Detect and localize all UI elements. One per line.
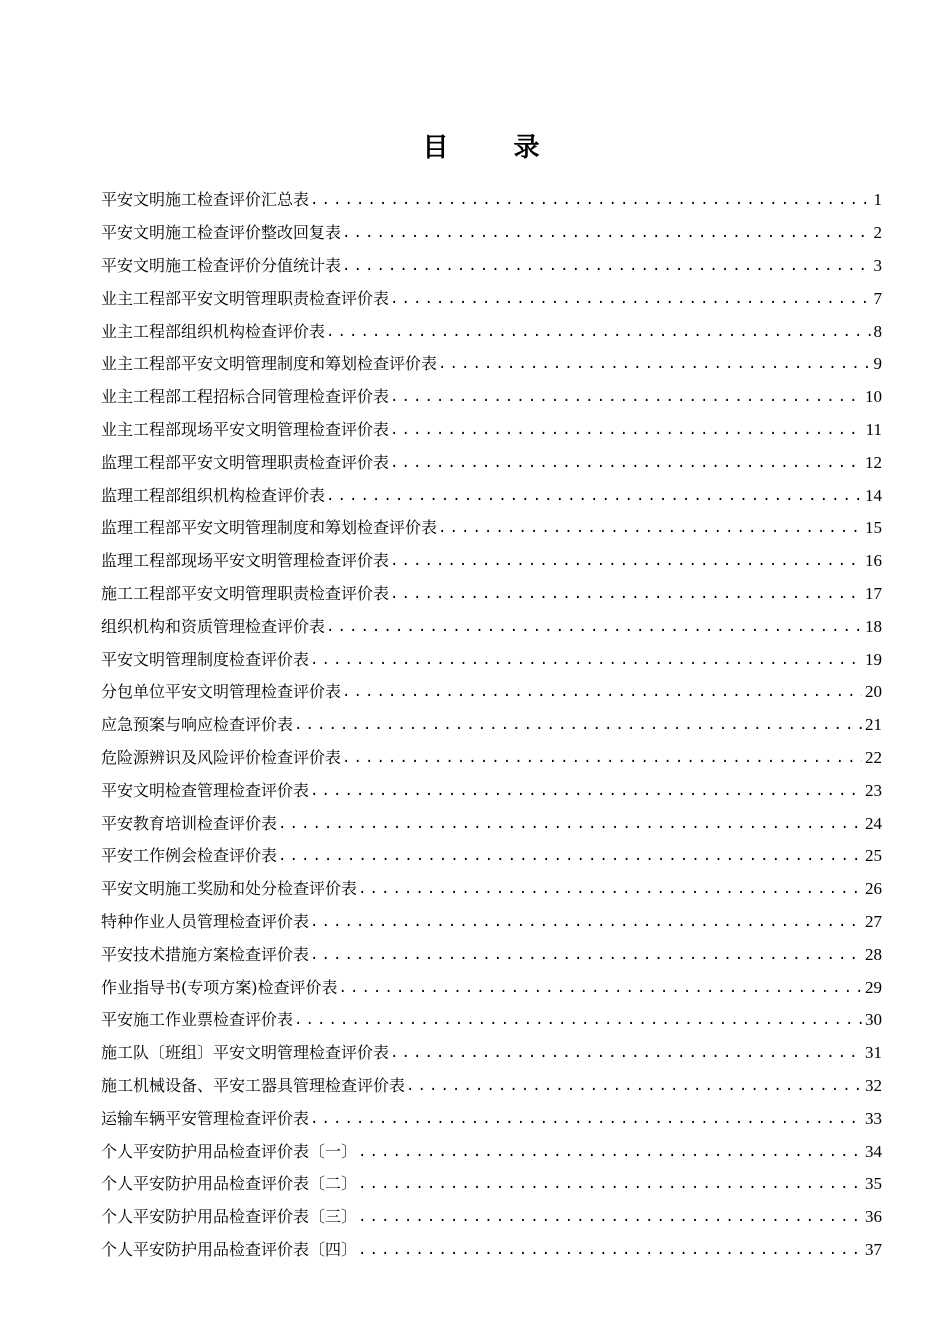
toc-entry-title: 监理工程部平安文明管理职责检查评价表 xyxy=(101,452,390,472)
toc-page-number: 7 xyxy=(873,288,882,308)
toc-dot-leader xyxy=(326,322,870,342)
toc-page-number: 3 xyxy=(873,255,882,275)
toc-dot-leader xyxy=(310,650,862,670)
toc-entry[interactable] xyxy=(101,938,882,971)
toc-page-number: 25 xyxy=(865,846,882,866)
toc-page-number: 10 xyxy=(865,387,882,407)
toc-dot-leader xyxy=(342,748,862,768)
toc-dot-leader xyxy=(342,223,870,243)
toc-dot-leader xyxy=(390,289,870,309)
toc-dot-leader xyxy=(358,879,862,899)
toc-dot-leader xyxy=(390,584,862,604)
toc-page-number: 1 xyxy=(873,190,882,210)
toc-dot-leader xyxy=(310,190,870,210)
toc-entry[interactable] xyxy=(101,512,882,545)
toc-entry-title: 业主工程部平安文明管理制度和筹划检查评价表 xyxy=(101,354,438,374)
toc-dot-leader xyxy=(342,256,870,276)
toc-entry[interactable] xyxy=(101,873,882,906)
toc-page-number: 17 xyxy=(865,583,882,603)
toc-dot-leader xyxy=(342,682,862,702)
toc-entry[interactable] xyxy=(101,906,882,939)
toc-dot-leader xyxy=(310,945,862,965)
toc-entry[interactable] xyxy=(101,774,882,807)
toc-entry-title: 平安文明管理制度检查评价表 xyxy=(101,649,310,669)
toc-page-number: 31 xyxy=(865,1043,882,1063)
toc-entry-title: 个人平安防护用品检查评价表〔四〕 xyxy=(101,1239,358,1259)
toc-entry[interactable] xyxy=(101,971,882,1004)
toc-entry[interactable] xyxy=(101,1070,882,1103)
toc-entry-title: 平安文明施工奖励和处分检查评价表 xyxy=(101,879,358,899)
toc-dot-leader xyxy=(358,1142,862,1162)
toc-entry-title: 监理工程部现场平安文明管理检查评价表 xyxy=(101,551,390,571)
toc-page-number: 11 xyxy=(865,419,882,439)
toc-entry[interactable] xyxy=(101,282,882,315)
toc-entry-title: 业主工程部现场平安文明管理检查评价表 xyxy=(101,419,390,439)
toc-entry-title: 施工工程部平安文明管理职责检查评价表 xyxy=(101,583,390,603)
toc-dot-leader xyxy=(390,551,862,571)
toc-dot-leader xyxy=(294,1010,862,1030)
toc-entry[interactable] xyxy=(101,1102,882,1135)
toc-entry-title: 施工队〔班组〕平安文明管理检查评价表 xyxy=(101,1043,390,1063)
toc-page-number: 23 xyxy=(865,780,882,800)
toc-page-number: 33 xyxy=(865,1108,882,1128)
toc-entry[interactable] xyxy=(101,1234,882,1267)
toc-entry-title: 个人平安防护用品检查评价表〔一〕 xyxy=(101,1141,358,1161)
toc-entry-title: 监理工程部组织机构检查评价表 xyxy=(101,485,326,505)
toc-dot-leader xyxy=(310,1109,862,1129)
toc-page-number: 9 xyxy=(873,354,882,374)
toc-page-number: 24 xyxy=(865,813,882,833)
toc-page-number: 18 xyxy=(865,616,882,636)
toc-entry[interactable] xyxy=(101,545,882,578)
toc-entry[interactable] xyxy=(101,1168,882,1201)
toc-dot-leader xyxy=(310,912,862,932)
toc-page-number: 28 xyxy=(865,944,882,964)
toc-entry-title: 平安文明检查管理检查评价表 xyxy=(101,780,310,800)
toc-page-number: 27 xyxy=(865,911,882,931)
toc-entry-title: 平安施工作业票检查评价表 xyxy=(101,1010,294,1030)
toc-page-number: 2 xyxy=(873,223,882,243)
toc-entry-title: 平安技术措施方案检查评价表 xyxy=(101,944,310,964)
toc-entry[interactable] xyxy=(101,643,882,676)
toc-dot-leader xyxy=(358,1174,862,1194)
toc-dot-leader xyxy=(390,453,862,473)
toc-entry-title: 个人平安防护用品检查评价表〔二〕 xyxy=(101,1174,358,1194)
toc-page-number: 29 xyxy=(865,977,882,997)
toc-entry[interactable] xyxy=(101,315,882,348)
toc-dot-leader xyxy=(326,486,862,506)
toc-entry[interactable] xyxy=(101,479,882,512)
toc-page-number: 12 xyxy=(865,452,882,472)
toc-entry-title: 平安教育培训检查评价表 xyxy=(101,813,278,833)
toc-page-number: 26 xyxy=(865,879,882,899)
toc-entry[interactable] xyxy=(101,184,882,217)
toc-entry-title: 业主工程部平安文明管理职责检查评价表 xyxy=(101,288,390,308)
toc-page-number: 14 xyxy=(865,485,882,505)
toc-entry[interactable] xyxy=(101,1004,882,1037)
toc-page-number: 22 xyxy=(865,747,882,767)
toc-page-number: 21 xyxy=(865,715,882,735)
toc-entry[interactable] xyxy=(101,414,882,447)
toc-dot-leader xyxy=(406,1076,862,1096)
toc-entry-title: 平安文明施工检查评价汇总表 xyxy=(101,190,310,210)
toc-entry-title: 监理工程部平安文明管理制度和筹划检查评价表 xyxy=(101,518,438,538)
toc-entry[interactable] xyxy=(101,1135,882,1168)
toc-entry-title: 平安文明施工检查评价分值统计表 xyxy=(101,255,342,275)
toc-dot-leader xyxy=(326,617,862,637)
toc-dot-leader xyxy=(390,387,862,407)
toc-entry-title: 分包单位平安文明管理检查评价表 xyxy=(101,682,342,702)
toc-entry[interactable] xyxy=(101,348,882,381)
toc-page-number: 30 xyxy=(865,1010,882,1030)
toc-entry[interactable] xyxy=(101,610,882,643)
toc-page-number: 15 xyxy=(865,518,882,538)
toc-entry-title: 危险源辨识及风险评价检查评价表 xyxy=(101,747,342,767)
toc-dot-leader xyxy=(339,978,863,998)
toc-page-number: 16 xyxy=(865,551,882,571)
toc-dot-leader xyxy=(278,814,862,834)
toc-entry[interactable] xyxy=(101,742,882,775)
toc-entry-title: 平安文明施工检查评价整改回复表 xyxy=(101,223,342,243)
toc-entry[interactable] xyxy=(101,1037,882,1070)
toc-dot-leader xyxy=(358,1240,862,1260)
toc-entry-title: 业主工程部工程招标合同管理检查评价表 xyxy=(101,387,390,407)
toc-page-number: 34 xyxy=(865,1141,882,1161)
table-of-contents xyxy=(101,184,882,1266)
toc-entry[interactable] xyxy=(101,1201,882,1234)
toc-entry[interactable] xyxy=(101,807,882,840)
toc-entry[interactable] xyxy=(101,709,882,742)
page-title: 目 录 xyxy=(422,133,568,163)
toc-dot-leader xyxy=(390,1043,862,1063)
toc-dot-leader xyxy=(438,518,862,538)
toc-entry[interactable] xyxy=(101,676,882,709)
toc-page-number: 32 xyxy=(865,1075,882,1095)
toc-entry[interactable] xyxy=(101,840,882,873)
toc-entry[interactable] xyxy=(101,217,882,250)
toc-page-number: 35 xyxy=(865,1174,882,1194)
toc-entry-title: 应急预案与响应检查评价表 xyxy=(101,715,294,735)
toc-page-number: 20 xyxy=(865,682,882,702)
toc-dot-leader xyxy=(438,354,870,374)
toc-entry[interactable] xyxy=(101,446,882,479)
toc-dot-leader xyxy=(278,846,862,866)
toc-entry-title: 个人平安防护用品检查评价表〔三〕 xyxy=(101,1207,358,1227)
toc-entry[interactable] xyxy=(101,578,882,611)
toc-entry[interactable] xyxy=(101,381,882,414)
toc-dot-leader xyxy=(294,715,862,735)
toc-dot-leader xyxy=(358,1207,862,1227)
toc-entry-title: 组织机构和资质管理检查评价表 xyxy=(101,616,326,636)
toc-page-number: 36 xyxy=(865,1207,882,1227)
toc-page-number: 8 xyxy=(873,321,882,341)
toc-entry-title: 特种作业人员管理检查评价表 xyxy=(101,911,310,931)
toc-dot-leader xyxy=(310,781,862,801)
toc-entry-title: 施工机械设备、平安工器具管理检查评价表 xyxy=(101,1075,406,1095)
toc-entry-title: 业主工程部组织机构检查评价表 xyxy=(101,321,326,341)
toc-entry-title: 作业指导书(专项方案)检查评价表 xyxy=(101,977,338,997)
toc-page-number: 37 xyxy=(865,1239,882,1259)
toc-entry-title: 平安工作例会检查评价表 xyxy=(101,846,278,866)
toc-dot-leader xyxy=(390,420,863,440)
toc-entry-title: 运输车辆平安管理检查评价表 xyxy=(101,1108,310,1128)
toc-page-number: 19 xyxy=(865,649,882,669)
toc-entry[interactable] xyxy=(101,250,882,283)
